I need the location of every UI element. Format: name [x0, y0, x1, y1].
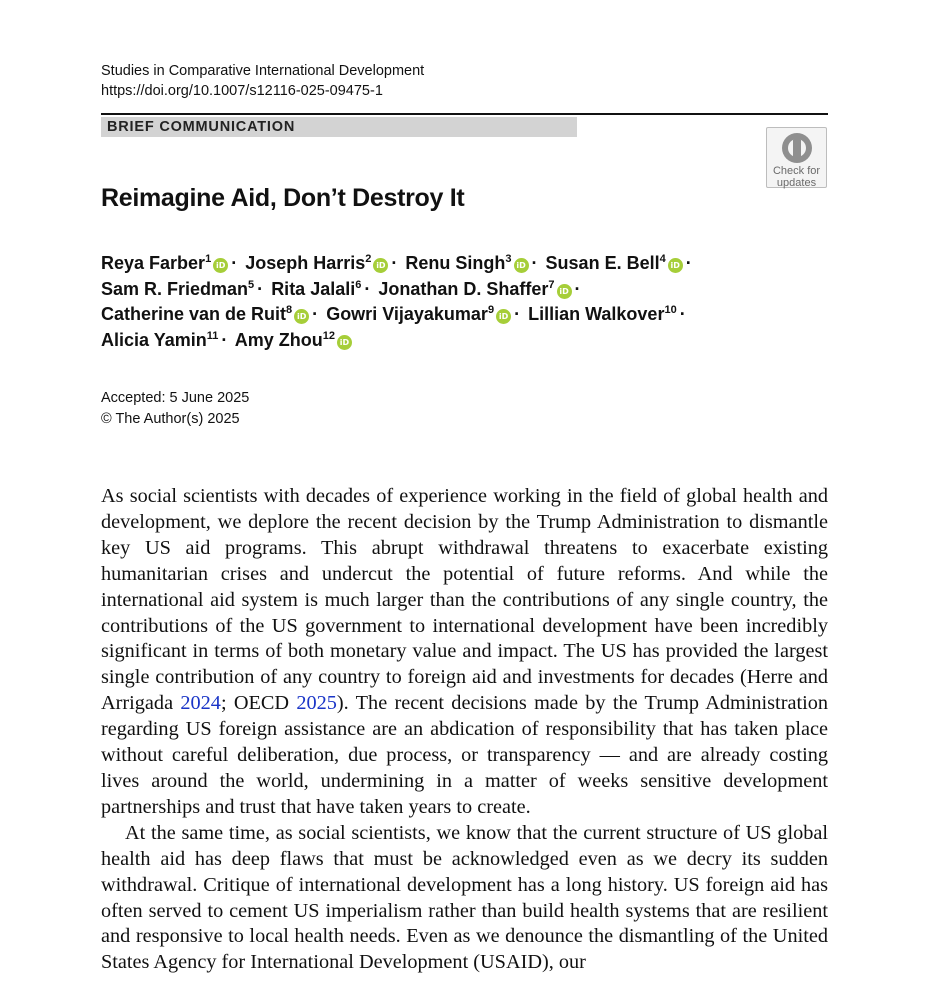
author-singh[interactable]: Renu Singh$^3$ [405, 253, 512, 273]
orcid-icon[interactable]: iD [514, 258, 529, 273]
author-harris[interactable]: Joseph Harris$^2$ [245, 253, 372, 273]
orcid-icon[interactable]: iD [337, 335, 352, 350]
orcid-icon[interactable]: iD [668, 258, 683, 273]
header-rule [101, 113, 828, 115]
journal-name: Studies in Comparative International Development [101, 63, 425, 79]
author-shaffer[interactable]: Jonathan D. Shaffer$^7$ [378, 278, 555, 299]
citation-link[interactable]: 2025 [296, 692, 337, 715]
author-zhou[interactable]: Amy Zhou$^{12}$ [234, 329, 335, 350]
orcid-icon[interactable]: iD [213, 258, 228, 273]
author-vijayakumar[interactable]: Gowri Vijayakumar$^9$ [326, 304, 495, 324]
copyright-notice: © The Author(s) 2025 [101, 411, 240, 427]
paragraph-2: At the same time, as social scientists, we know that the current structure of US global health aid has deep flaws that must be acknowledged even as we decry its sudden withdrawal. Critique of international development has a long history. US foreign aid has often served to cement US imperialism rather than build health systems that are resilient and responsive to local health needs. Even as we denounce the dismantling of the United States Agency for International Development (USAID), our [101, 821, 828, 974]
author-jalali[interactable]: Rita Jalali$^6$ [271, 278, 362, 299]
author-bell[interactable]: Susan E. Bell$^4$ [545, 253, 666, 273]
author-yamin[interactable]: Alicia Yamin$^{11}$ [101, 329, 219, 350]
badge-text-line1: Check for [772, 165, 821, 177]
orcid-icon[interactable]: iD [557, 284, 572, 299]
paragraph-1: As social scientists with decades of experience working in the field of global health and development, we deplore the recent decision by the Trump Administration to dismantle key US aid programs. This abrupt withdrawal threatens to exacerbate existing humanitarian crises and undercut the potential of future reforms. And while the international aid system is much larger than the contributions of any single country, the contributions of the US government to international development have been incredibly significant in terms of both monetary value and impact. The US has provided the largest single contribution of any country to foreign aid and investments for decades (Herre and Arrigada 2024; OECD 2025). The recent decisions made by the Trump Administration regarding US foreign assistance are an abdication of responsibility that has taken place without careful deliberation, due process, or transparency — and are already costing lives around the world, undermining in a matter of weeks sensitive development partnerships and trust that have taken years to create. [101, 485, 828, 818]
badge-text-line2: updates [776, 177, 817, 189]
author-farber[interactable]: Reya Farber$^1$ [101, 253, 212, 273]
author-walkover[interactable]: Lillian Walkover$^{10}$ [528, 304, 677, 324]
citation-link[interactable]: 2024 [180, 692, 221, 715]
orcid-icon[interactable]: iD [294, 309, 309, 324]
section-label: BRIEF COMMUNICATION [101, 117, 577, 137]
author-van-de-ruit[interactable]: Catherine van de Ruit$^8$ [101, 304, 293, 324]
article-title: Reimagine Aid, Don’t Destroy It [101, 184, 465, 212]
orcid-icon[interactable]: iD [373, 258, 388, 273]
article-meta [101, 388, 249, 430]
author-list: Reya Farber$^1$iD · Joseph Harris$^2$iD · Renu Singh$^3$iD · Susan E. Bell$^4$iD · Sam R. Friedman$^5$ · Rita Jalali$^6$ · Jonathan D. Shaffer$^7$iD · Catherine van de Ruit$^8$iD · Gowri Vijayakumar$^9$iD · Lillian Walkover$^{10}$ · Alicia Yamin$^{11}$ · Amy Zhou$^{12}$iD [101, 253, 692, 350]
orcid-icon[interactable]: iD [496, 309, 511, 324]
journal-header [101, 61, 424, 101]
check-for-updates-badge[interactable] [766, 127, 827, 188]
doi-link[interactable]: https://doi.org/10.1007/s12116-025-09475-1 [101, 83, 383, 99]
author-friedman[interactable]: Sam R. Friedman$^5$ [101, 278, 255, 299]
crossmark-icon [780, 131, 814, 165]
accepted-date: Accepted: 5 June 2025 [101, 390, 250, 406]
article-body [101, 484, 828, 976]
